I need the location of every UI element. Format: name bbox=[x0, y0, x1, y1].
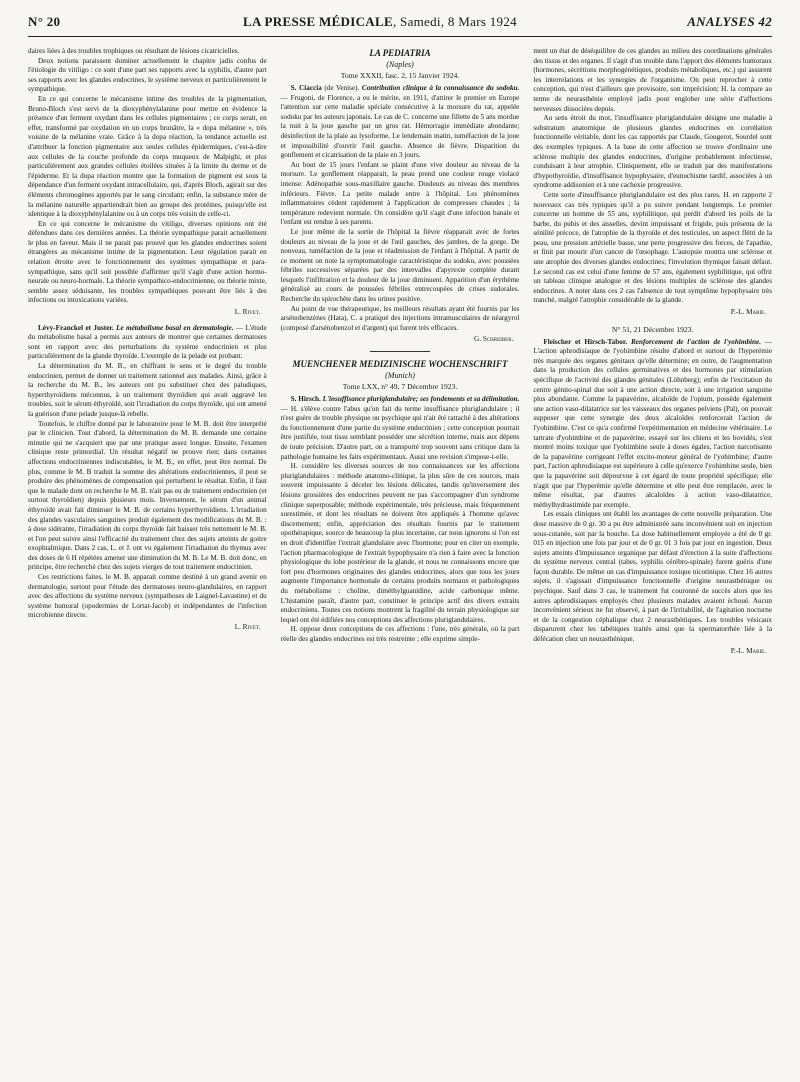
signature: G. Schreiber. bbox=[474, 335, 514, 344]
paragraph: Au sens étroit du mot, l'insuffisance pluriglandulaire désigne une maladie à substratum anatomique de plusieurs glandes endocrines en corrélation fonctionnelle véritable, dont les cas rapportés par Claude, Gougerot, Sourdel sont des exemples typiques. A la base de cette affection se trouve d'ordinaire une sclérose multiple des glandes endocrines, d'origine probablement infectieuse, conduisant à leur atrophie. Cliniquement, elle se traduit par des manifestations d'hypothyroïdie, d'insuffisance hypophysaire, d'eunuchisme tardif, associées à un syndrome addisonien et à une cachexie progressive. bbox=[533, 114, 773, 190]
issue-reference: N° 51, 21 Décembre 1923. bbox=[611, 324, 694, 334]
article-affiliation: (de Venise). bbox=[321, 84, 362, 92]
article-authors: S. Ciaccia bbox=[290, 84, 322, 92]
column-1 bbox=[28, 47, 267, 662]
paragraph: En ce qui concerne le mécanisme intime des troubles de la pigmentation, Bruno-Bloch s'est servi de la dioxyphénylalanine pour mettre en évidence la présence d'un ferment oxydant dans les cellules pigmentaires ; ce corps serait, en effet, transformé par oxydation en un corps brunâtre, la « dopa mélanine », très voisine de la mélanine vraie. Grâce à la dopa réaction, la tendance actuelle est d'attribuer la fonction pigmentaire aux seules cellules épidermiques, c'est-à-dire aux cellules de la couche profonde du corps muqueux de Malpighi, et plus particulièrement aux grandes cellules étoilées situées à la limite du derme et de l'épiderme. Et la dopa réaction montre que la formation de pigment est sous la dépendance d'un ferment oxydant intracellulaire, qui, d'après Bloch, agirait sur des éléments chromogènes apportés par le sang circulant; enfin, la substance mère de la mélanine naturelle appartiendrait bien au groupe des protéines, puisqu'elle est identique à la dioxyphénylalanine ou à un corps très voisin de celle-ci. bbox=[28, 94, 267, 219]
article-title: Le métabolisme basal en dermatologie. bbox=[113, 323, 234, 332]
paragraph: Toutefois, le chiffre donné par le laboratoire pour le M. B. doit être interprété par le clinicien. Tout d'abord, la détermination du M. B. demande une certaine minutie qui ne s'acquiert que par une pratique assez longue. Ensuite, l'examen clinique reste primordial. Un résultat négatif ne prouve rien; dans certaines affections endocriniennes indiscutables, le M. B., en effet, peut être normal. De plus, comme le M. B traduit la somme des altérations endocriniennes, il peut se produire des phénomènes de compensation qui perturbent le résultat. Enfin, il faut que le malade dont on recherche le M. B. n'ait pas eu de traitement endocrinien (et surtout thyroïdien) depuis plusieurs mois. Inversement, le sérum d'un animal éthyroïdé avait fait diminuer le M. B. de certains hyperthyroïdiens. L'irradiation des glandes vasculaires sanguines produit également des modifications du M. B. : à dose sidérante, l'irradiation du corps thyroïde fait baisser très nettement le M. B. et l'on peut suivre ainsi l'efficacité du traitement chez des sujets atteints de goitre exophtalmique. Dans 2 cas, L. et J. ont vu également l'irradiation du thymus avec des doses de 6 H répétées amener une diminution du M. B. Le M. B. doit donc, en principe, être recherché chez des sujets vierges de tout traitement endocrinien. bbox=[28, 419, 267, 572]
issue-date: , Samedi, 8 Mars 1924 bbox=[392, 14, 517, 29]
signature: P.-L. Marie. bbox=[730, 308, 767, 317]
issue-reference: Tome LXX, n° 49, 7 Décembre 1923. bbox=[342, 382, 458, 392]
article-authors: Lévy-Franckel et Juster. bbox=[38, 323, 114, 332]
article-lead bbox=[533, 338, 772, 511]
text-columns bbox=[28, 47, 772, 662]
article-authors: S. Hirsch. bbox=[290, 395, 321, 404]
journal-city: (Naples) bbox=[386, 60, 414, 69]
signature: L. Rivet. bbox=[234, 308, 261, 317]
journal-masthead bbox=[148, 14, 612, 30]
article-authors: Fleischer et Hirsch-Tabor. bbox=[543, 337, 628, 346]
paragraph: ment un état de déséquilibre de ces glandes au milieu des coordinations générales des tissus et des organes. Il s'agit d'un trouble dans l'apport des éléments humoraux (hormones, sécrétions morphogénétiques, produits métaboliques, etc.) qui assurent les interrelations et les synergies de l'organisme. On peut reprocher à cette conception, qui n'est d'ailleurs que provisoire, son imprécision; H. la compare au terme de neurasthénie employé jadis pour englober une série d'affections nerveuses dissociées depuis. bbox=[533, 47, 773, 113]
page-header bbox=[28, 14, 772, 37]
column-3 bbox=[533, 47, 772, 662]
paragraph: Au point de vue thérapeutique, les meilleurs résultats ayant été fournis par les arsénobenzènes (Hata), C. a pratiqué des injections intramusculaires de néargyrol (composé d'arsénobenzol et d'argent) qui furent très efficaces. bbox=[280, 304, 520, 332]
article-text: — L'étude du métabolisme basal a permis aux auteurs de montrer que certaines dermatoses sont en rapport avec des perturbations du système endocrinien et plus particulièrement de la glande thyroïde. L'exemple de la pelade est probant. bbox=[28, 323, 267, 361]
article-text: — Frugoni, de Florence, a eu le mérite, en 1911, d'attirer le premier en Europe l'attention sur cette maladie spéciale consécutive à la morsure du rat, appelée sodoku par les auteurs japonais. Le cas de C. concerne une fillette de 5 ans mordue la nuit à la joue gauche par un gros rat. Hémorragie immédiate abondante; désinfection de la plaie au lysoforme. Le lendemain matin, tuméfaction de la joue et impossibilité d'ouvrir l'œil gauche. Absence de fièvre. Disparition du gonflement et cicatrisation de la plaie en 3 jours. bbox=[280, 93, 520, 160]
signature: L. Rivet. bbox=[234, 623, 261, 632]
article-title: L'insuffisance pluriglandulaire; ses fondements et sa délimitation. bbox=[320, 395, 520, 404]
article-lead bbox=[281, 84, 520, 161]
article-title: Contribution clinique à la connaissance du sodoku. bbox=[361, 84, 520, 92]
journal-section-title: MUENCHENER MEDIZINISCHE WOCHENSCHRIFT bbox=[292, 359, 508, 370]
page-number: N° 20 bbox=[28, 14, 61, 29]
issue-reference: Tome XXXII, fasc. 2, 15 Janvier 1924. bbox=[340, 71, 460, 80]
journal-section-title: LA PEDIATRIA bbox=[369, 48, 431, 58]
section-label: ANALYSES 42 bbox=[687, 14, 772, 29]
paragraph: Deux notions paraissent dominer actuellement le chapitre jadis confus de l'étiologie du vitiligo : ce sont d'une part ses rapports avec la syphilis, d'autre part ses rapports avec les glandes endocrines, le système nerveux et particulièrement le sympathique. bbox=[28, 56, 267, 94]
paragraph: Cette sorte d'insuffisance pluriglandulaire est des plus rares. H. en rapporte 2 nouveaux cas très typiques qu'il a pu suivre pendant longtemps. Le premier concerne un homme de 55 ans, syphilitique, qui perdit d'abord les poils de la barbe, du pubis et des aisselles, devint impuissant et frigide, puis présenta de la sénilité précoce, de l'atrophie de la thyroïde et des testicules, un aspect flétri de la peau, une pression artérielle basse, une perte progressive des forces, de l'apathie, et finit par mourir d'un cancer de l'œsophage. L'autopsie montra une sclérose et une atrophie des diverses glandes endocrines; l'involution thymique faisait défaut. Le second cas est celui d'une femme de 57 ans, également syphilitique, qui offrit un tableau clinique analogue et des lésions multiples de sclérose des glandes endocrines. A noter dans ces 2 cas l'absence de tout symptôme hypophysaire très tranché, malgré l'atrophie considérable de la glande. bbox=[533, 190, 773, 305]
article-title: Renforcement de l'action de l'yohimbine. bbox=[627, 337, 762, 346]
signature: P.-L. Marie. bbox=[730, 646, 767, 655]
paragraph: H. oppose deux conceptions de ces affections : l'une, très générale, où la part réelle des glandes endocrines est très restreinte ; elle exprime simple- bbox=[280, 625, 520, 643]
paragraph: La détermination du M. B., en chiffrant le sens et le degré du trouble endocrinien, permet de donner un traitement rationnel aux malades. Ainsi, grâce à la recherche du M. B., les auteurs ont pu substituer chez des paludiques, hyperthyroïdiens méconnus, à un traitement thyroïdien qui avait aggravé les troubles, soit le sérum éthyroïdé, soit l'irradiation du corps thyroïde, qui ont amené la guérison d'une pelade jusque-là rebelle. bbox=[28, 362, 267, 418]
paragraph: En ce qui concerne le mécanisme du vitiligo, diverses opinions ont été défendues dans ces dernières années. La théorie sympathique parait actuellement le plus en faveur. Mais il ne parait pas prouvé que les glandes endocrines soient étrangères au mécanisme intime de la pigmentation. Leur régulation parait en relation étroite avec le fonctionnement des systèmes sympathique et para-sympathique, sans qu'il soit possible d'affirmer qu'il s'agit d'une action hormo-neurale ou neuro-hormale. La théorie sympathico-endocrinienne, ou théorie mixte, semble assez séduisante, les troubles sympathiques pouvant être liés à des infections ou intoxications variées. bbox=[28, 219, 267, 305]
paragraph: daires liées à des troubles trophiques ou résultant de lésions cicatricielles. bbox=[28, 47, 240, 55]
article-text: — H. s'élève contre l'abus qu'on fait du terme insuffisance pluriglandulaire ; il n'est guère de trouble physique ou psychique qui n'ait été rattaché à des altérations du fonctionnement d'une partie du système endocrinien ; cette conception pourrait être justifiée, tout tissu semblant posséder une sécrétion interne, mais aux dépens de toute précision. D'autre part, on a transporté trop souvent sans critique dans la pathologie humaine les faits expérimentaux. Aussi une revision s'impose-t-elle. bbox=[280, 404, 520, 461]
journal-title: LA PRESSE MÉDICALE bbox=[243, 14, 393, 29]
paragraph: Au bout de 15 jours l'enfant se plaint d'une vive douleur au niveau de la morsure. Le gonflement réapparait, la peau prend une couleur rouge violacé intense. Adénopathie sous-maxillaire gauche. Douleurs au niveau des membres inférieurs. Fièvre. La petite malade entre à l'hôpital. Les phénomènes inflammatoires cèdent rapidement à l'application de compresses chaudes ; la température redevient normale. On considère qu'il s'agit d'une infection banale et l'enfant est rendue à ses parents. bbox=[280, 160, 520, 227]
column-2 bbox=[281, 47, 520, 662]
article-lead bbox=[28, 324, 267, 362]
article-lead bbox=[281, 395, 520, 462]
article-text: — L'action aphrodisiaque de l'yohimbine résulte d'abord et surtout de l'hyperémie très marquée des organes génitaux qu'elle détermine; en outre, de l'augmentation dans la production des cellules germinatives et des hormones par stimulation spécifique de l'activité des glandes génitales (Löhnberg); enfin de l'excitation du centre génito-spinal due soit à une action directe, soit à une irrigation sanguine plus abondante. Comme la papavérine, alcaloïde de l'opium, possède également une action vaso-dilatatrice sur les vaisseaux des organes pelviens (Pal), on pouvait supposer que cette synergie des deux alcaloïdes renforcerait l'action de l'yohimbine. C'est ce qu'a confirmé l'expérimentation en médecine vétérinaire. Le tartrate d'yohimbine et de papavérine, essayé sur les chiens et les bovidés, s'est montré moins toxique que l'yohimbine seule à doses égales, l'action narcotisante de la papavérine corrigeant l'effet excito-moteur général de l'yohimbine; d'autre part, l'action aphrodisiaque est supérieure à celle qu'exerce l'yohimbine seule, bien que la papavérine soit dépourvue à cet égard de toute propriété spécifique; elle n'agit que par l'hyperémie qu'elle détermine et elle peut être remplacée, avec le même résultat, par d'autres alcaloïdes à action vaso-dilatatrice, méthylhydrastimide par exemple. bbox=[533, 337, 773, 509]
journal-city: (Munich) bbox=[385, 371, 415, 381]
paragraph: Ces restrictions faites, le M. B. apparait comme destiné à un grand avenir en dermatologie, surtout pour l'étude des dermatoses neuro-glandulaires, en rapport avec des affections du système nerveux (sympathoses de Laignel-Lavastine) et du système humoral (opodermies de Lortat-Jacob) et indépendantes de l'infection microbienne directe. bbox=[28, 573, 267, 620]
paragraph: H. considère les diverses sources de nos connaissances sur les affections pluriglandulaires : méthode anatomo-clinique, la plus sûre de ces sources, mais souvent impuissante à déceler les lésions délicates, tandis qu'inversement des lésions grossières des endocrines peuvent ne pas s'accompagner d'un syndrome clinique superposable; méthode expérimentale, très précieuse, mais fréquemment surestimée, et dont les résultats ne doivent être appliqués à l'homme qu'avec discernement; enfin, appréciation des résultats fournis par le traitement opothérapique, source de beaucoup la plus incertaine, car nous ignorons si l'on est en droit d'identifier l'extrait glandulaire avec l'hormone; pour en citer un exemple, l'action pharmacologique de l'extrait hypophysaire n'a rien à faire avec la fonction physiologique du lobe postérieur de la glande, et nous ne connaissons encore que fort peu d'hormones originaires des glandes endocrines, alors que tous les jours augmente l'importance hormonale de certains produits normaux et pathologiques du métabolisme : choline, diméthylguanidine, acide carbonique même. L'histamine paraît, d'autre part, constituer le principe actif des divers extraits endocriniens. Toutes ces notions montrent la fragilité du terrain physiologique sur lequel ont été édifiées nos conceptions des affections pluriglandulaires. bbox=[280, 462, 520, 624]
paragraph: Les essais cliniques ont établi les avantages de cette nouvelle préparation. Une dose massive de 0 gr. 30 a pu être administrée sans inconvénient soit en injection sous-cutanée, soit par la bouche. La dose habituellement employée a été de 0 gr. 015 en injection une fois par jour et de 0 gr. 01 3 fois par jour en ingestion. Deux sujets atteints d'impuissance organique par défaut d'érection à la suite d'affections du système nerveux central (tabes, syphilis cérébro-spinale) furent guéris d'une façon durable. De même un cas d'impuissance toxique nicotinique. Chez 16 autres sujets, il s'agissait d'impuissance fonctionnelle d'origine neurasthénique ou psychique. Sauf dans 3 cas, le traitement fut couronné de succès alors que les autres aphrodisiaques employés chez plusieurs malades avaient échoué. Aucun inconvénient sérieux ne fut observé, à part de l'irritabilité, de l'agitation nocturne et de la congestion céphalique chez 2 neurasthéniques. Les troubles vésicaux disparurent chez les tabétiques traités ainsi que la spermatorrhée liée à la défécation chez un neurasthénique. bbox=[533, 510, 773, 644]
paragraph: Le jour même de la sortie de l'hôpital la fièvre réapparait avec de fortes douleurs au niveau de la joue et de l'œil gauches, des jambes, de la gorge. De nouveau, tuméfaction de la joue et réadmission de l'enfant à l'hôpital. A partir de ce moment on note la symptomatologie caractéristique du sodoku, avec poussées fébriles successives séparées par des intervalles d'apyrexie complète durant lesquels l'infiltration et la douleur de la joue diminuent. Apparition d'un érythème généralisé au cours de poussées fébriles entrecoupées de crises sudorales. Recherche du spirochète dans les urines positive. bbox=[280, 227, 520, 304]
section-divider bbox=[370, 351, 430, 352]
